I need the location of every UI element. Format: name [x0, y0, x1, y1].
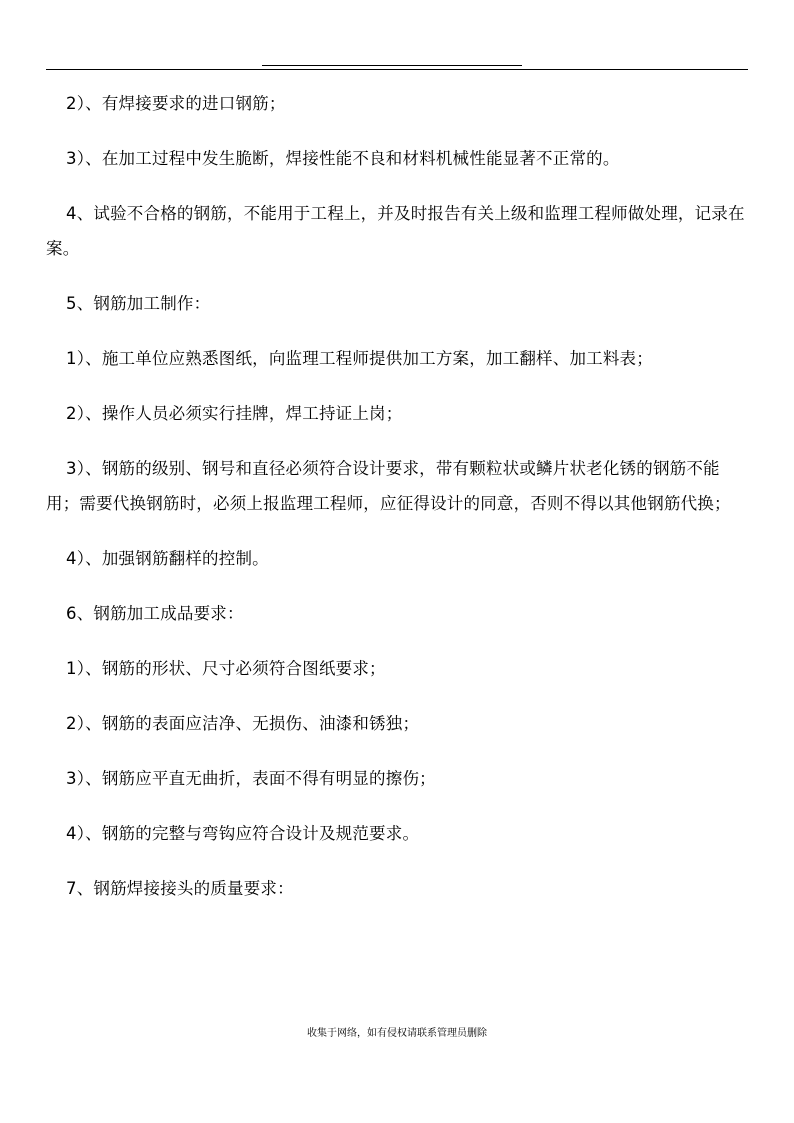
paragraph-13: 4）、钢筋的完整与弯钩应符合设计及规范要求。 [66, 824, 420, 843]
paragraph-5: 1）、施工单位应熟悉图纸，向监理工程师提供加工方案，加工翻样、加工料表； [66, 349, 653, 368]
paragraph-10: 1）、钢筋的形状、尺寸必须符合图纸要求； [66, 659, 386, 678]
paragraph-8: 4）、加强钢筋翻样的控制。 [66, 549, 269, 568]
paragraph-11: 2）、钢筋的表面应洁净、无损伤、油漆和锈独； [66, 714, 420, 733]
paragraph-3: 4、试验不合格的钢筋，不能用于工程上，并及时报告有关上级和监理工程师做处理，记录在案。 [46, 204, 745, 258]
paragraph-4: 5、钢筋加工制作： [66, 294, 211, 313]
paragraph-1: 2）、有焊接要求的进口钢筋； [66, 94, 286, 113]
paragraph-12: 3）、钢筋应平直无曲折，表面不得有明显的擦伤； [66, 769, 436, 788]
header-rule [46, 69, 748, 70]
header-rule-short [262, 65, 522, 66]
document-body [46, 86, 750, 906]
paragraph-6: 2）、操作人员必须实行挂牌，焊工持证上岗； [66, 404, 403, 423]
paragraph-9: 6、钢筋加工成品要求： [66, 604, 244, 623]
paragraph-7: 3）、钢筋的级别、钢号和直径必须符合设计要求，带有颗粒状或鳞片状老化锈的钢筋不能用；需要代换钢筋时，必须上报监理工程师，应征得设计的同意，否则不得以其他钢筋代换； [46, 459, 731, 513]
page-footer: 收集于网络，如有侵权请联系管理员删除 [307, 1028, 487, 1039]
paragraph-2: 3）、在加工过程中发生脆断，焊接性能不良和材料机械性能显著不正常的。 [66, 149, 620, 168]
paragraph-14: 7、钢筋焊接接头的质量要求： [66, 879, 294, 898]
